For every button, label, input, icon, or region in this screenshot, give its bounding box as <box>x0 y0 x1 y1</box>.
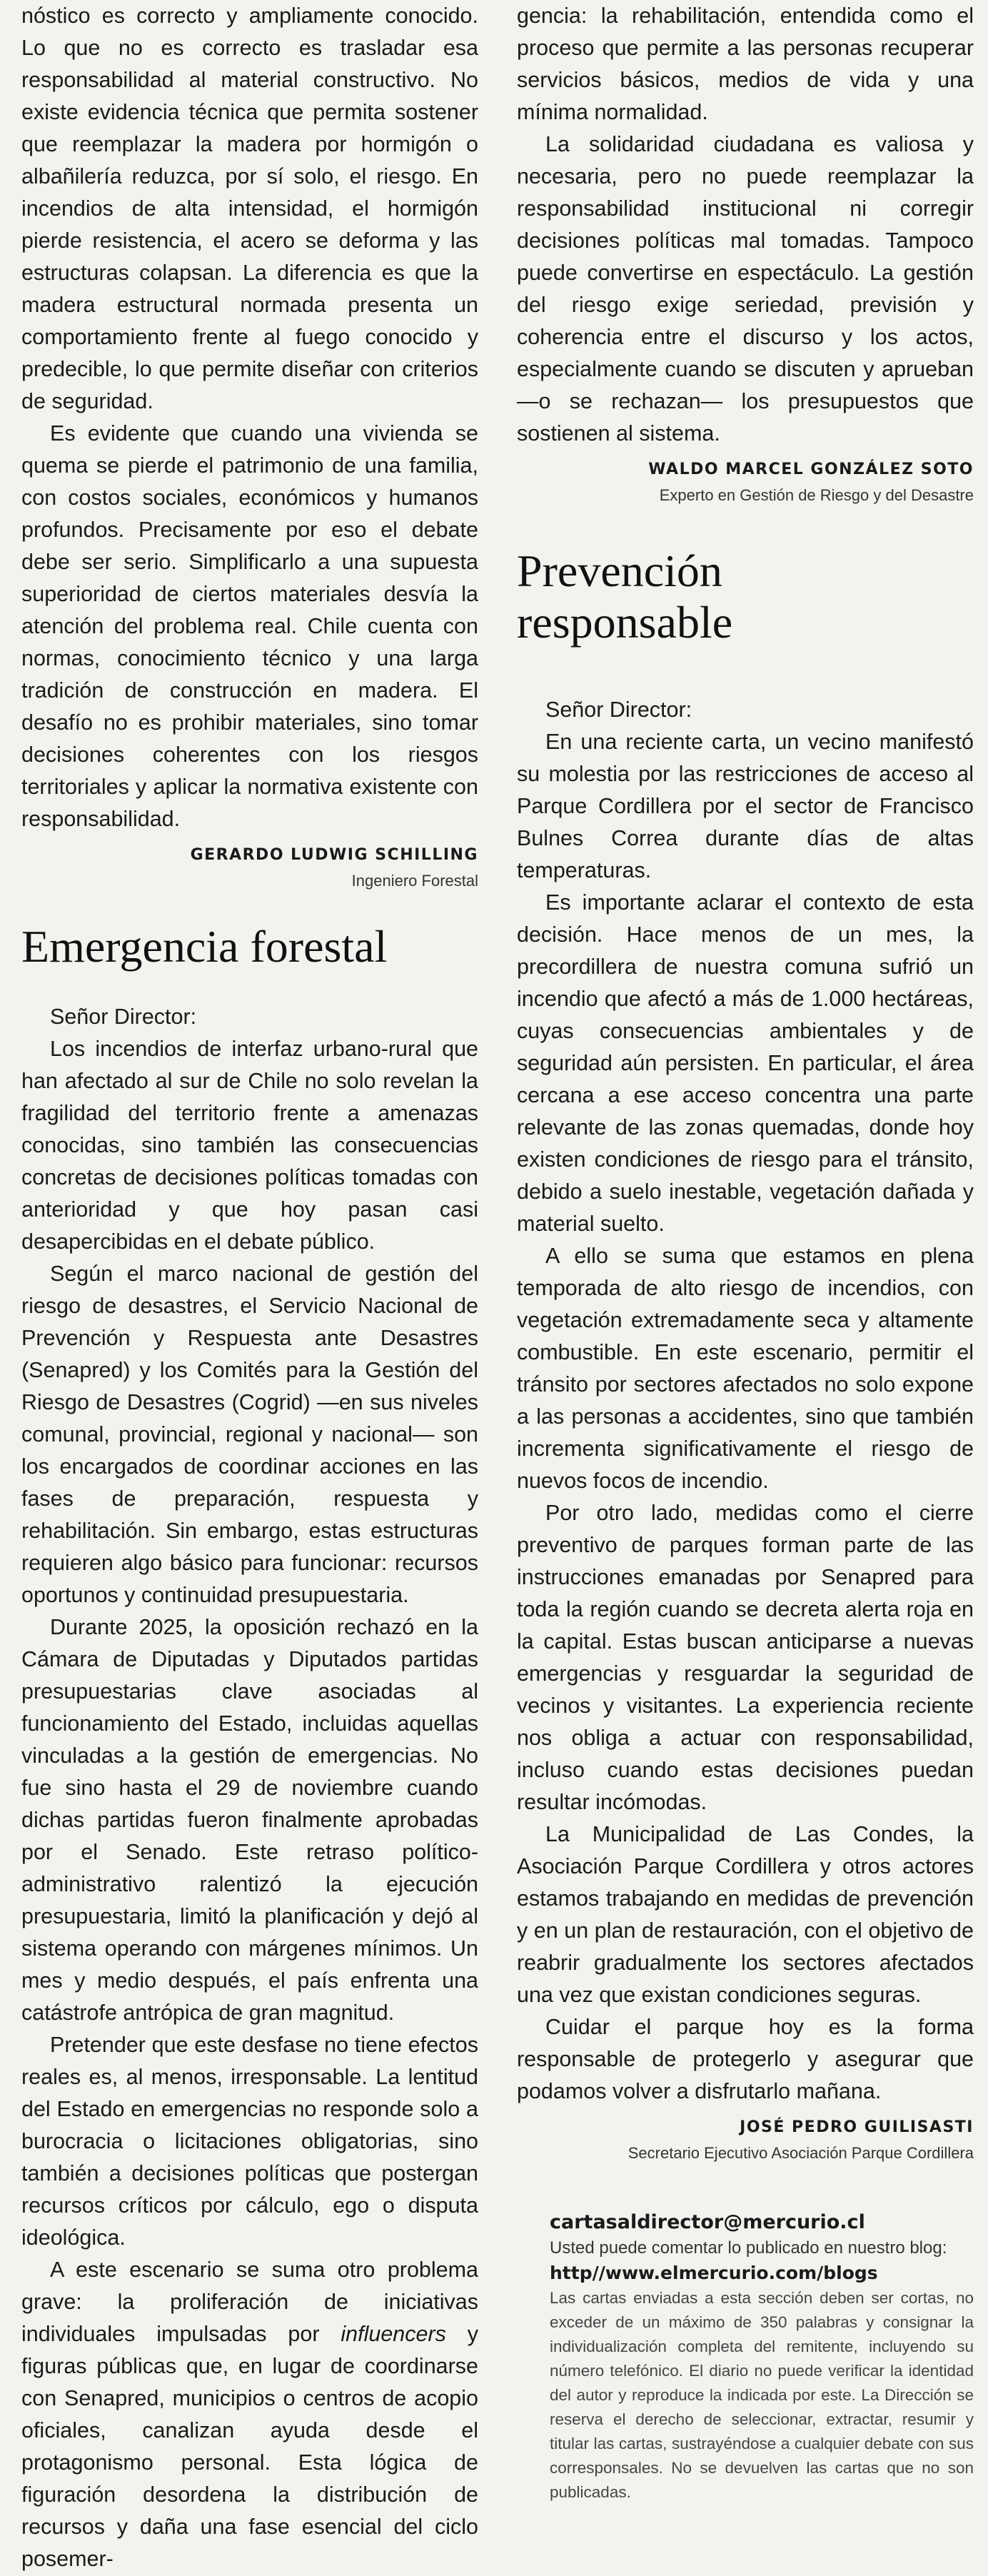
letter-title: Emergencia forestal <box>21 921 388 972</box>
signature-role: Secretario Ejecutivo Asociación Parque Cordillera <box>627 2144 974 2162</box>
title-line: Prevención <box>517 545 722 596</box>
letter-paragraph: Durante 2025, la oposición rechazó en la Cámara de Diputadas y Diputados partidas presupuestarias clave asociadas al funcionamiento del Estado, incluidas aquellas vinculadas a la gestión de emergencias. No fue sino hasta el 29 de noviembre cuando dichas partidas fueron finalmente aprobadas por el Senado. Este retraso político-administrativo ralentizó la ejecución presupuestaria, limitó la planificación y dejó al sistema operando con márgenes mínimos. Un mes y medio después, el país enfrenta una catástrofe antrópica de gran magnitud. <box>21 1615 478 2025</box>
letter-paragraph: En una reciente carta, un vecino manifestó su molestia por las restricciones de acceso al Parque Cordillera por el sector de Francisco Bulnes Correa durante días de altas temperaturas. <box>517 730 974 882</box>
letter-paragraph: Es importante aclarar el contexto de esta decisión. Hace menos de un mes, la precordillera de nuestra comuna sufrió un incendio que afectó a más de 1.000 hectáreas, cuyas consecuencias ambientales y de seguridad aún persisten. En particular, el área cercana a ese acceso concentra una parte relevante de las zonas quemadas, donde hoy existen condiciones de riesgo para el tránsito, debido a suelo inestable, vegetación dañada y material suelto. <box>517 890 974 1236</box>
letter-paragraph: nóstico es correcto y ampliamente conocido. Lo que no es correcto es trasladar esa responsabilidad al material constructivo. No existe evidencia técnica que permita sostener que reemplazar la madera por hormigón o albañilería reduzca, por sí solo, el riesgo. En incendios de alta intensidad, el hormigón pierde resistencia, el acero se deforma y las estructuras colapsan. La diferencia es que la madera estructural normada presenta un comportamiento frente al fuego conocido y predecible, lo que permite diseñar con criterios de seguridad. <box>21 4 478 413</box>
signature-block <box>517 457 974 508</box>
letter-paragraph: Cuidar el parque hoy es la forma responsable de protegerlo y asegurar que podamos volver a disfrutarlo mañana. <box>517 2015 974 2103</box>
blog-prompt: Usted puede comentar lo publicado en nuestro blog: <box>550 2238 947 2258</box>
left-column <box>21 0 478 2575</box>
signature-role: Ingeniero Forestal <box>351 872 478 890</box>
letter-paragraph: Según el marco nacional de gestión del riesgo de desastres, el Servicio Nacional de Prevención y Respuesta ante Desastres (Senapred) y los Comités para la Gestión del Riesgo de Desastres (Cogrid) —en sus niveles comunal, provincial, regional y nacional— son los encargados de coordinar acciones en las fases de preparación, respuesta y rehabilitación. Sin embargo, estas estructuras requieren algo básico para funcionar: recursos oportunos y continuidad presupuestaria. <box>21 1262 478 1607</box>
right-column <box>517 0 974 2505</box>
letter-title <box>517 545 974 648</box>
signature-block <box>517 2115 974 2166</box>
paragraph-text: y figuras públicas que, en lugar de coordinarse con Senapred, municipios o centros de acopio oficiales, canalizan ayuda desde el protagonismo personal. Esta lógica de figuración desordena la distribución de recursos y daña una fase esencial del ciclo posemer- <box>21 2322 479 2571</box>
contact-email-link[interactable]: cartasaldirector@mercurio.cl <box>550 2211 865 2233</box>
signature-block <box>21 842 478 894</box>
signature-name: JOSÉ PEDRO GUILISASTI <box>740 2118 974 2136</box>
letter-paragraph <box>21 2254 478 2575</box>
letter-emergencia-forestal <box>21 921 478 2575</box>
letter-paragraph: Pretender que este desfase no tiene efectos reales es, al menos, irresponsable. La lentitud del Estado en emergencias no responde solo a burocracia o licitaciones obligatorias, sino también a decisiones políticas que postergan recursos críticos por cálculo, ego o disputa ideológica. <box>21 2033 478 2250</box>
signature-name: WALDO MARCEL GONZÁLEZ SOTO <box>648 461 974 478</box>
letter-salutation: Señor Director: <box>545 698 692 722</box>
letter-paragraph: Es evidente que cuando una vivienda se quema se pierde el patrimonio de una familia, con costos sociales, económicos y humanos profundos. Precisamente por eso el debate debe ser serio. Simplificarlo a una supuesta superioridad de ciertos materiales desvía la atención del problema real. Chile cuenta con normas, conocimiento técnico y una larga tradición de construcción en madera. El desafío no es prohibir materiales, sino tomar decisiones coherentes con los riesgos territoriales y aplicar la normativa existente con responsabilidad. <box>21 421 478 831</box>
letter-wood-construction <box>21 0 478 894</box>
letter-paragraph: Los incendios de interfaz urbano-rural que han afectado al sur de Chile no solo revelan la fragilidad del territorio frente a amenazas conocidas, sino también las consecuencias concretas de decisiones políticas tomadas con anterioridad y que hoy pasan casi desapercibidas en el debate público. <box>21 1037 478 1254</box>
submission-notice: Las cartas enviadas a esta sección deben ser cortas, no exceder de un máximo de 350 palabras y consignar la individualización completa del remitente, incluyendo su número telefónico. El diario no puede verificar la identidad del autor y reproduce la indicada por este. La Dirección se reserva el derecho de seleccionar, extractar, resumir y titular las cartas, sustrayéndose a cualquier debate con sus corresponsales. No se devuelven las cartas que no son publicadas. <box>550 2289 974 2501</box>
letter-paragraph: Por otro lado, medidas como el cierre preventivo de parques forman parte de las instrucciones emanadas por Senapred para toda la región cuando se decreta alerta roja en la capital. Estas buscan anticiparse a nuevas emergencias y resguardar la seguridad de vecinos y visitantes. La experiencia reciente nos obliga a actuar con responsabilidad, incluso cuando estas decisiones puedan resultar incómodas. <box>517 1501 974 1814</box>
paragraph-text: A este escenario se suma otro problema grave: la proliferación de iniciativas individuales impulsadas por <box>21 2258 478 2346</box>
letter-paragraph: A ello se suma que estamos en plena temporada de alto riesgo de incendios, con vegetación extremadamente seca y altamente combustible. En este escenario, permitir el tránsito por sectores afectados no solo expone a las personas a accidentes, sino que también incrementa significativamente el riesgo de nuevos focos de incendio. <box>517 1244 974 1493</box>
signature-name: GERARDO LUDWIG SCHILLING <box>190 846 478 864</box>
blog-url-link[interactable]: http//www.elmercurio.com/blogs <box>550 2263 878 2283</box>
letter-paragraph: La solidaridad ciudadana es valiosa y necesaria, pero no puede reemplazar la responsabilidad institucional ni corregir decisiones políticas mal tomadas. Tampoco puede convertirse en espectáculo. La gestión del riesgo exige seriedad, previsión y coherencia entre el discurso y los actos, especialmente cuando se discuten y aprueban —o se rechazan— los presupuestos que sostienen al sistema. <box>517 132 974 446</box>
letter-prevencion-responsable <box>517 545 974 2166</box>
title-line: responsable <box>517 597 733 648</box>
signature-role: Experto en Gestión de Riesgo y del Desastre <box>659 486 974 504</box>
contact-box <box>517 2209 974 2505</box>
letter-paragraph: La Municipalidad de Las Condes, la Asociación Parque Cordillera y otros actores estamos trabajando en medidas de prevención y en un plan de restauración, con el objetivo de reabrir gradualmente los sectores afectados una vez que existan condiciones seguras. <box>517 1822 974 2007</box>
letter-emergencia-forestal-continued <box>517 0 974 508</box>
letter-paragraph: gencia: la rehabilitación, entendida como el proceso que permite a las personas recuperar servicios básicos, medios de vida y una mínima normalidad. <box>517 4 974 124</box>
italic-term: influencers <box>341 2322 446 2346</box>
letter-salutation: Señor Director: <box>50 1005 197 1029</box>
